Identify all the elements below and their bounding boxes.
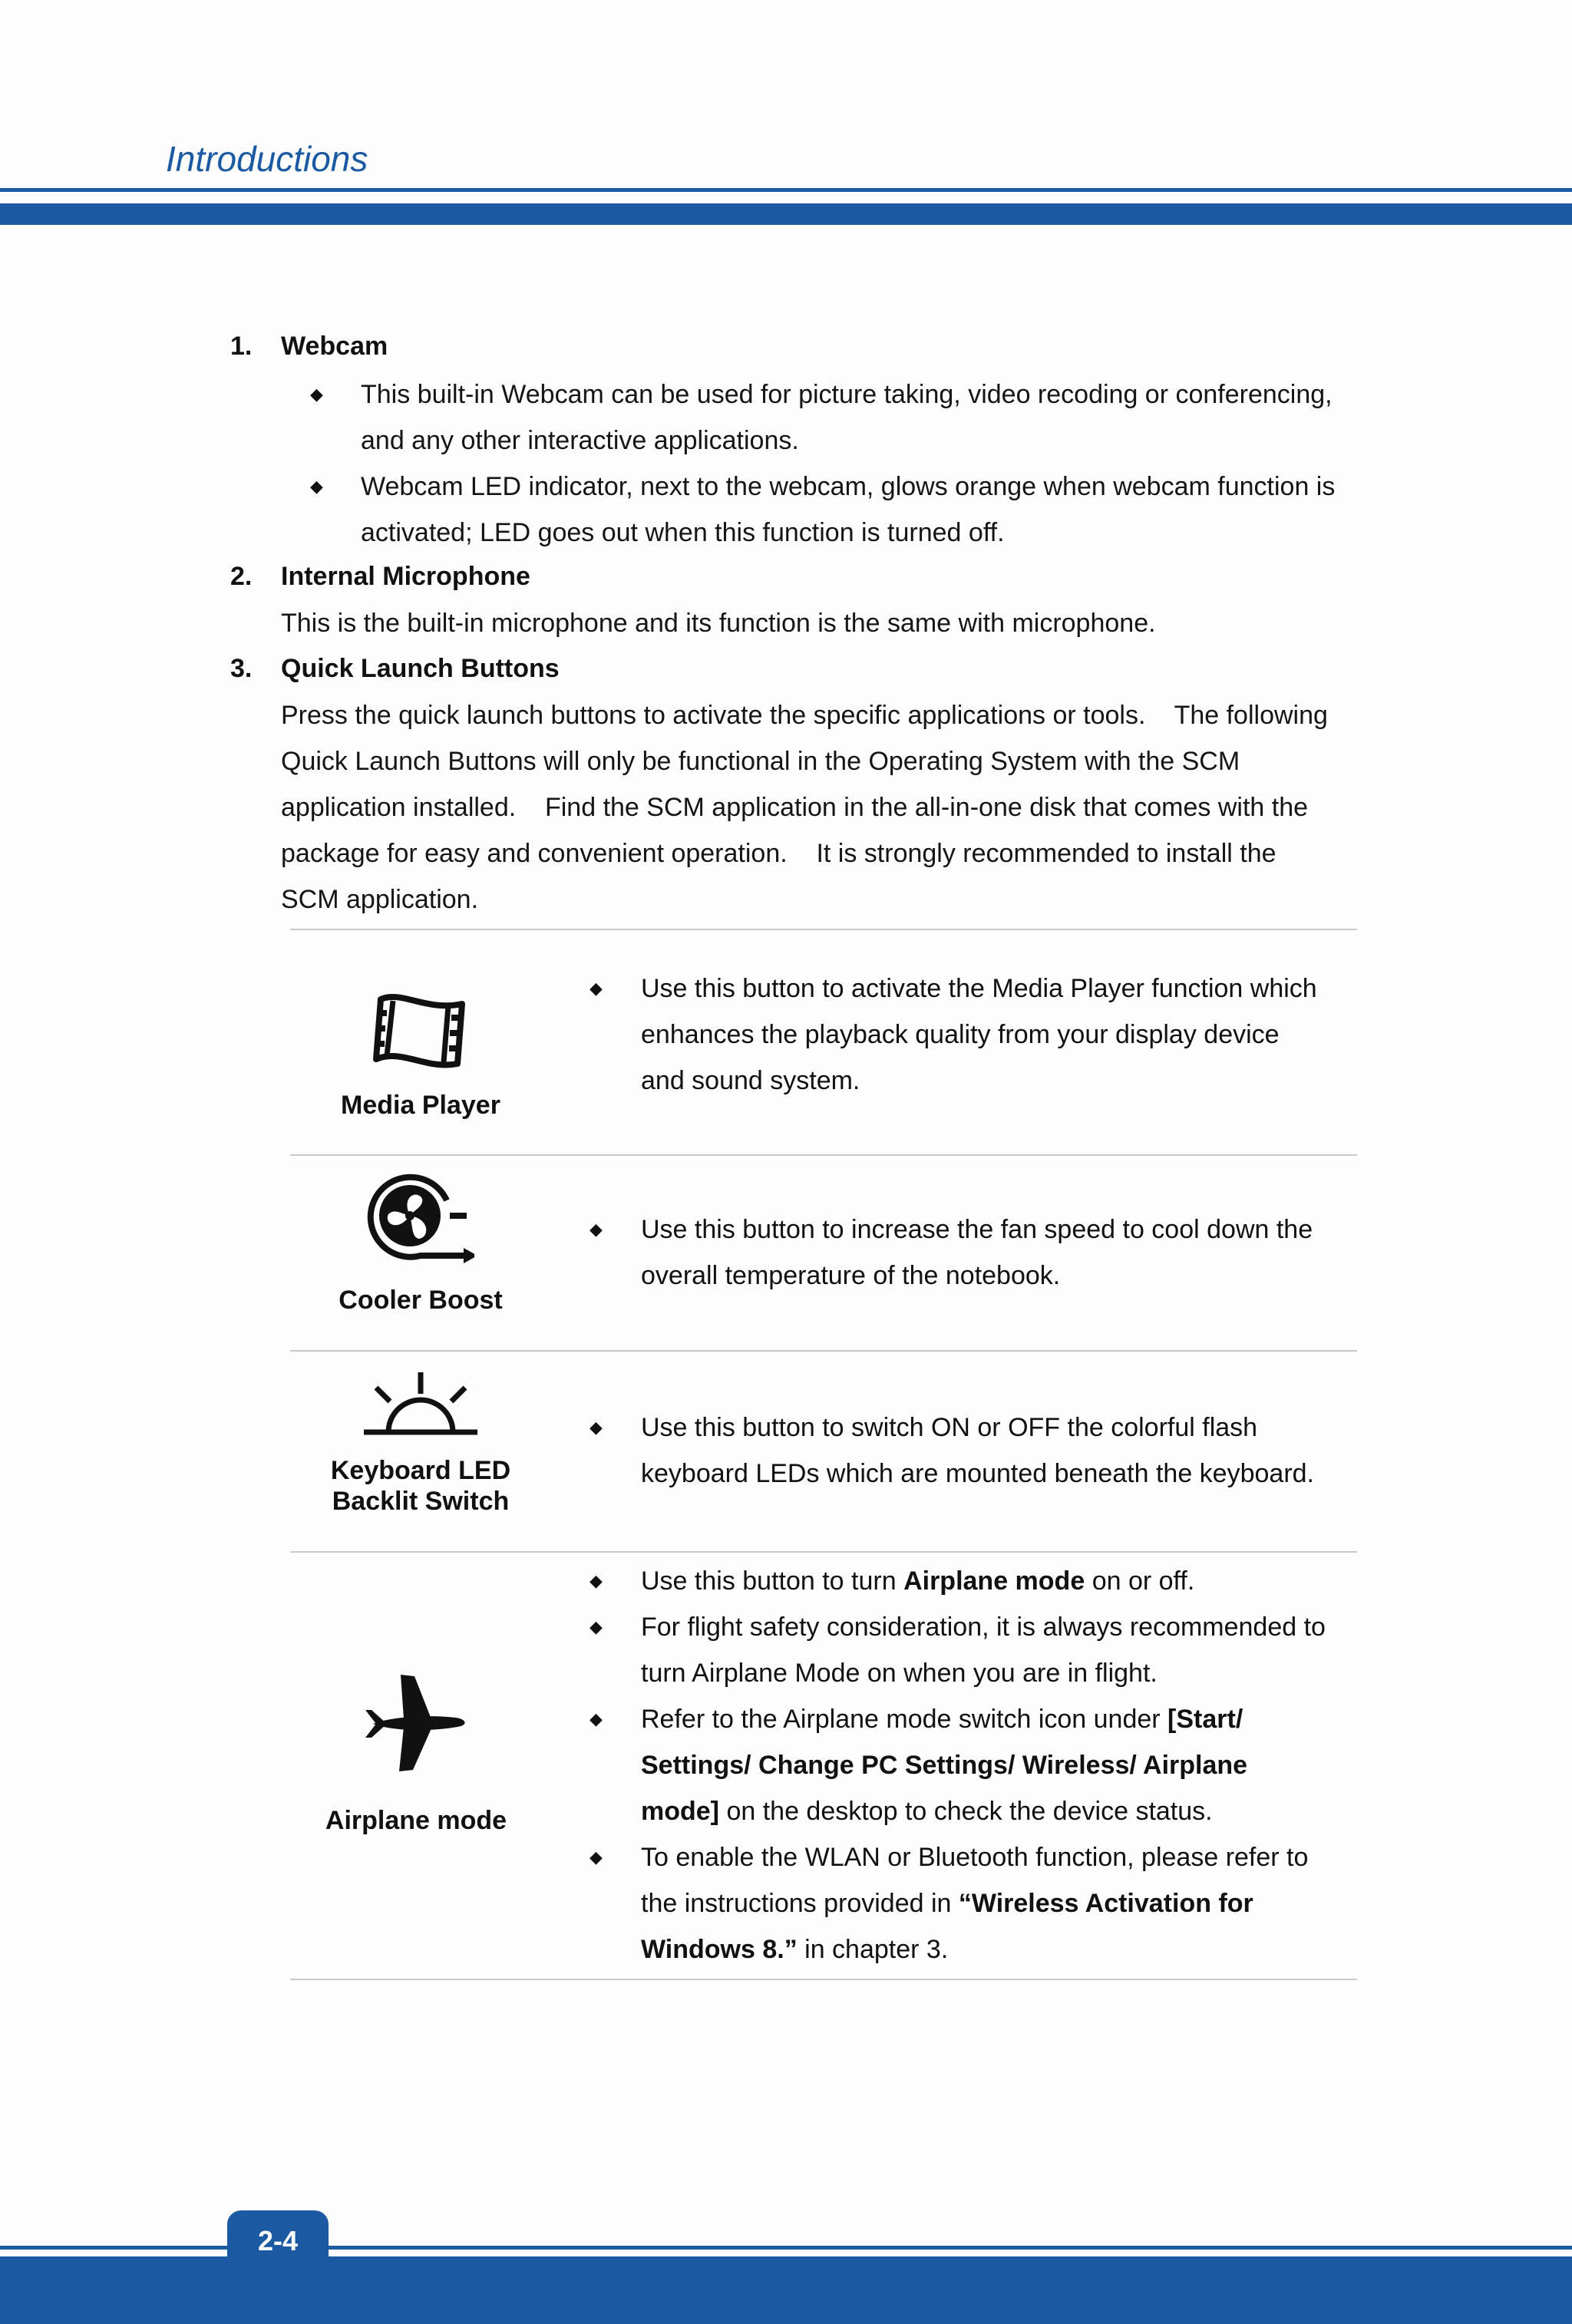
bullet-diamond: ◆	[590, 1847, 603, 1867]
airplane-desc-bullet-2-line-2: turn Airplane Mode on when you are in flight.	[641, 1659, 1158, 1688]
film-strip-icon	[372, 990, 471, 1075]
quick-launch-text-line-3: application installed. Find the SCM application in the all-in-one disk that comes with the	[281, 793, 1309, 822]
bold-term: mode]	[641, 1797, 719, 1826]
text-run: on or off.	[1085, 1566, 1195, 1596]
cooler-boost-desc-line-2: overall temperature of the notebook.	[641, 1261, 1061, 1290]
bold-term: Airplane mode	[903, 1566, 1085, 1596]
media-player-desc-line-3: and sound system.	[641, 1066, 860, 1095]
text-run: in chapter 3.	[797, 1935, 949, 1964]
header-thick-rule	[0, 203, 1572, 225]
airplane-desc-bullet-4-line-1: To enable the WLAN or Bluetooth function, please refer to	[641, 1843, 1309, 1872]
airplane-desc-bullet-4-line-2	[641, 1880, 1347, 1926]
cooler-boost-desc-line-1: Use this button to increase the fan speed to cool down the	[641, 1215, 1313, 1244]
webcam-bullet-2-line-2: activated; LED goes out when this function is turned off.	[361, 518, 1005, 547]
section-title-webcam: Webcam	[281, 332, 388, 361]
airplane-desc-bullet-2-line-1: For flight safety consideration, it is always recommended to	[641, 1613, 1326, 1642]
airplane-desc-bullet-3-line-2: Settings/ Change PC Settings/ Wireless/ Airplane	[641, 1751, 1248, 1780]
text-run: Refer to the Airplane mode switch icon under	[641, 1705, 1168, 1734]
table-divider	[290, 1551, 1357, 1553]
bullet-diamond: ◆	[590, 1617, 603, 1636]
cooler-boost-label: Cooler Boost	[339, 1286, 503, 1315]
table-divider	[290, 1979, 1357, 1980]
bold-term: Windows 8.”	[641, 1935, 798, 1964]
airplane-mode-label: Airplane mode	[325, 1806, 507, 1835]
microphone-description: This is the built-in microphone and its function is the same with microphone.	[281, 609, 1156, 638]
media-player-label: Media Player	[341, 1091, 500, 1120]
webcam-bullet-1-line-1: This built-in Webcam can be used for picture taking, video recoding or conferencing,	[361, 380, 1333, 409]
page-number-tab: 2-4	[227, 2210, 329, 2278]
section-number: 2.	[230, 562, 253, 591]
text-run: the instructions provided in	[641, 1889, 959, 1918]
fan-icon	[367, 1173, 474, 1269]
airplane-desc-bullet-3-line-3	[641, 1788, 1347, 1834]
bullet-diamond: ◆	[590, 1418, 603, 1437]
bullet-diamond: ◆	[590, 1709, 603, 1728]
media-player-desc-line-1: Use this button to activate the Media Player function which	[641, 974, 1317, 1003]
table-divider	[290, 929, 1357, 930]
airplane-desc-bullet-4-line-3	[641, 1926, 1347, 1972]
media-player-desc-line-2: enhances the playback quality from your display device	[641, 1020, 1280, 1049]
bullet-diamond: ◆	[310, 477, 323, 496]
text-run: Use this button to turn	[641, 1566, 904, 1596]
keyboard-led-label-line-2: Backlit Switch	[332, 1487, 510, 1516]
bold-term: [Start/	[1167, 1705, 1243, 1734]
keyboard-led-desc-line-1: Use this button to switch ON or OFF the colorful flash	[641, 1413, 1258, 1442]
bullet-diamond: ◆	[310, 385, 323, 404]
table-divider	[290, 1154, 1357, 1156]
quick-launch-text-line-4: package for easy and convenient operation. It is strongly recommended to install the	[281, 839, 1276, 868]
section-number: 3.	[230, 654, 253, 683]
section-title-microphone: Internal Microphone	[281, 562, 530, 591]
page-header-title: Introductions	[166, 139, 368, 179]
quick-launch-text-line-5: SCM application.	[281, 885, 479, 914]
airplane-desc-bullet-1	[641, 1558, 1347, 1604]
bullet-diamond: ◆	[590, 1220, 603, 1239]
webcam-bullet-2-line-1: Webcam LED indicator, next to the webcam, glows orange when webcam function is	[361, 472, 1336, 501]
airplane-desc-bullet-3-line-1	[641, 1696, 1347, 1742]
section-title-quick-launch: Quick Launch Buttons	[281, 654, 560, 683]
header-thin-rule	[0, 188, 1572, 192]
quick-launch-text-line-2: Quick Launch Buttons will only be functional in the Operating System with the SCM	[281, 747, 1240, 776]
bold-term: “Wireless Activation for	[958, 1889, 1253, 1918]
quick-launch-text-line-1: Press the quick launch buttons to activate the specific applications or tools. The following	[281, 701, 1328, 730]
bullet-diamond: ◆	[590, 1571, 603, 1590]
webcam-bullet-1-line-2: and any other interactive applications.	[361, 426, 799, 455]
text-run: on the desktop to check the device status.	[719, 1797, 1213, 1826]
table-divider	[290, 1350, 1357, 1352]
keyboard-led-label-line-1: Keyboard LED	[330, 1456, 511, 1485]
bullet-diamond: ◆	[590, 979, 603, 998]
section-number: 1.	[230, 332, 253, 361]
keyboard-led-desc-line-2: keyboard LEDs which are mounted beneath the keyboard.	[641, 1459, 1314, 1488]
sunrise-backlight-icon	[361, 1371, 481, 1441]
airplane-icon	[362, 1673, 470, 1777]
